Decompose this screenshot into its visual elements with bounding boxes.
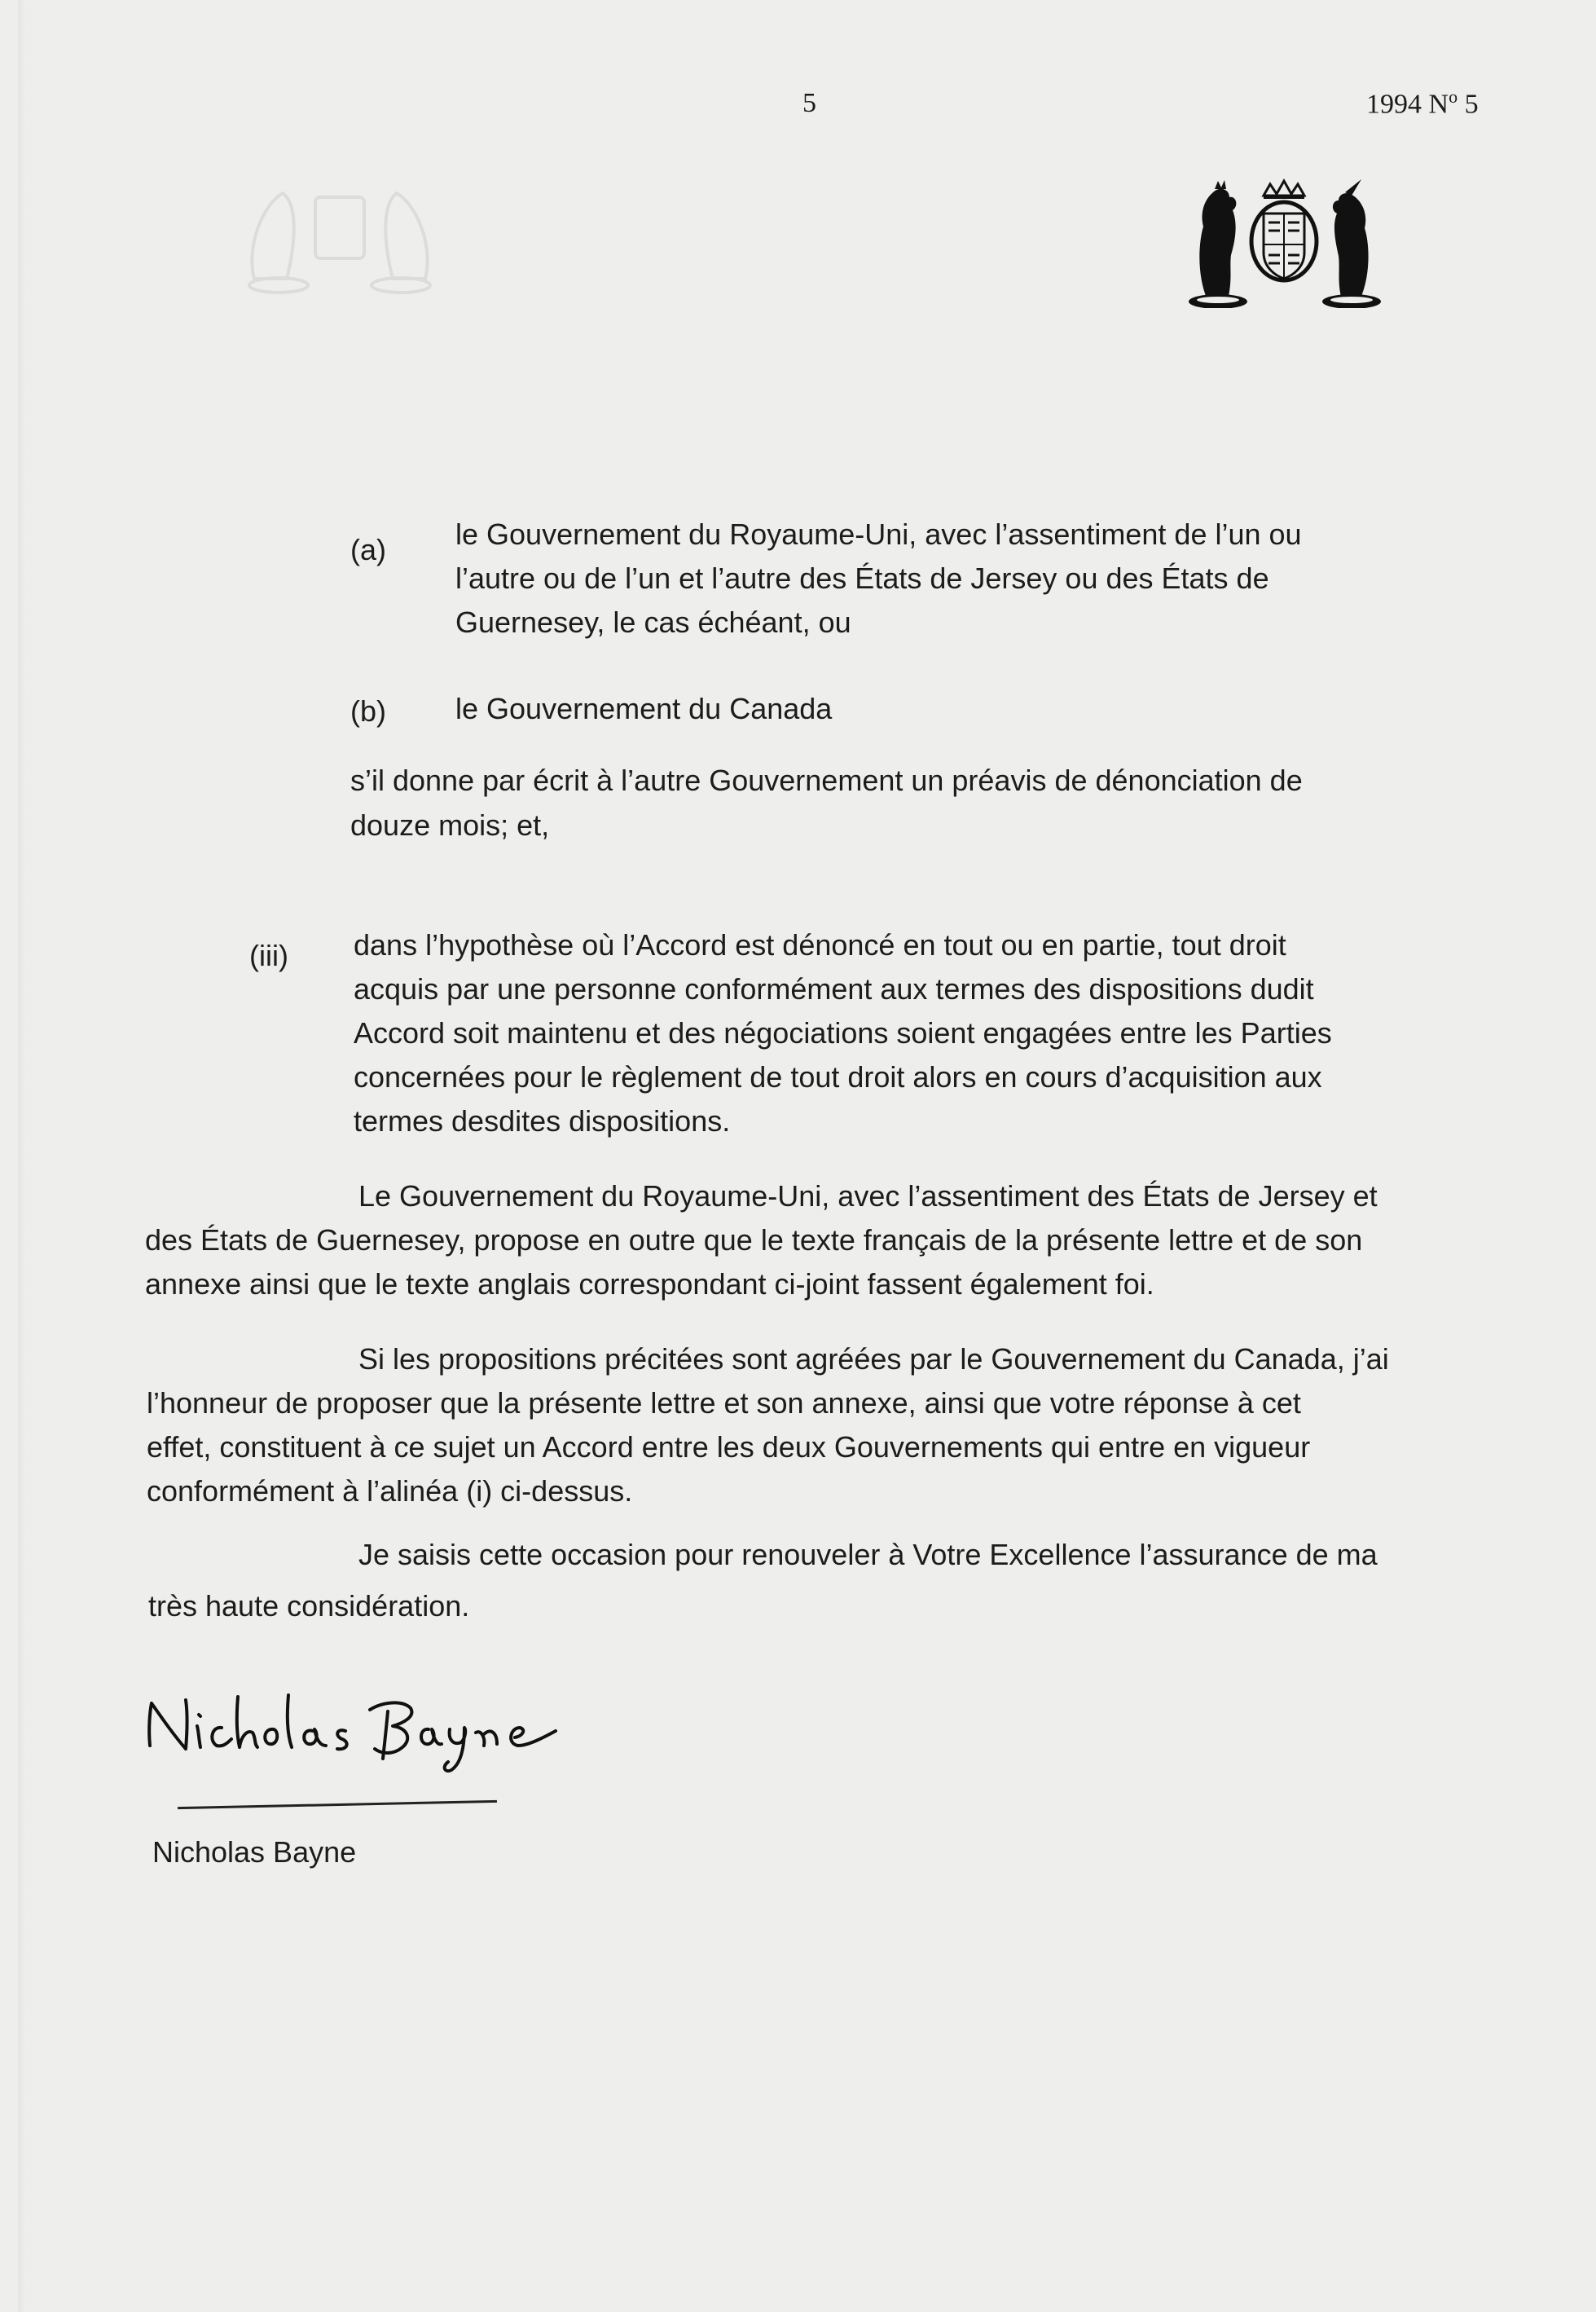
paragraph-1-line-1: Le Gouvernement du Royaume-Uni, avec l’assentiment des États de Jersey et	[358, 1179, 1378, 1213]
paragraph-1-line-3: annexe ainsi que le texte anglais correspondant ci-joint fassent également foi.	[145, 1267, 1154, 1301]
item-b-label: (b)	[350, 694, 386, 728]
notice-line-1: s’il donne par écrit à l’autre Gouvernement un préavis de dénonciation de	[350, 764, 1303, 797]
item-a-line-1: le Gouvernement du Royaume-Uni, avec l’assentiment de l’un ou	[455, 517, 1302, 551]
paragraph-1-line-2: des États de Guernesey, propose en outre que le texte français de la présente lettre et de son	[145, 1223, 1363, 1257]
page-fold-shadow	[18, 0, 26, 2312]
paragraph-2-line-1: Si les propositions précitées sont agréées par le Gouvernement du Canada, j’ai	[358, 1342, 1389, 1376]
issue-number: 1994 $N^o$ 5	[1366, 86, 1479, 120]
show-through-coat-of-arms-icon	[238, 173, 442, 295]
page-number: 5	[802, 88, 816, 118]
handwritten-signature	[138, 1679, 562, 1777]
item-a-label: (a)	[350, 533, 386, 566]
paragraph-2-line-2: l’honneur de proposer que la présente lettre et son annexe, ainsi que votre réponse à cet	[147, 1386, 1301, 1420]
item-iii-line-4: concernées pour le règlement de tout droit alors en cours d’acquisition aux	[354, 1060, 1322, 1094]
paragraph-2-line-4: conformément à l’alinéa (i) ci-dessus.	[147, 1474, 633, 1508]
coat-of-arms-icon	[1179, 178, 1389, 308]
paragraph-2-line-3: effet, constituent à ce sujet un Accord entre les deux Gouvernements qui entre en vigueur	[147, 1430, 1311, 1464]
item-b-line: le Gouvernement du Canada	[455, 692, 833, 725]
item-iii-line-5: termes desdites dispositions.	[354, 1104, 731, 1138]
signatory-name: Nicholas Bayne	[152, 1835, 357, 1869]
item-iii-label: (iii)	[249, 939, 288, 972]
notice-line-2: douze mois; et,	[350, 808, 550, 842]
item-iii-line-2: acquis par une personne conformément aux termes des dispositions dudit	[354, 972, 1314, 1006]
paragraph-3-line-1: Je saisis cette occasion pour renouveler à Votre Excellence l’assurance de ma	[358, 1538, 1378, 1571]
item-a-line-3: Guernesey, le cas échéant, ou	[455, 606, 851, 639]
item-iii-line-3: Accord soit maintenu et des négociations soient engagées entre les Parties	[354, 1016, 1332, 1050]
item-iii-line-1: dans l’hypothèse où l’Accord est dénoncé en tout ou en partie, tout droit	[354, 928, 1286, 962]
paragraph-3-line-2: très haute considération.	[148, 1589, 470, 1623]
signature-line	[178, 1800, 497, 1809]
item-a-line-2: l’autre ou de l’un et l’autre des États de Jersey ou des États de	[455, 561, 1269, 595]
